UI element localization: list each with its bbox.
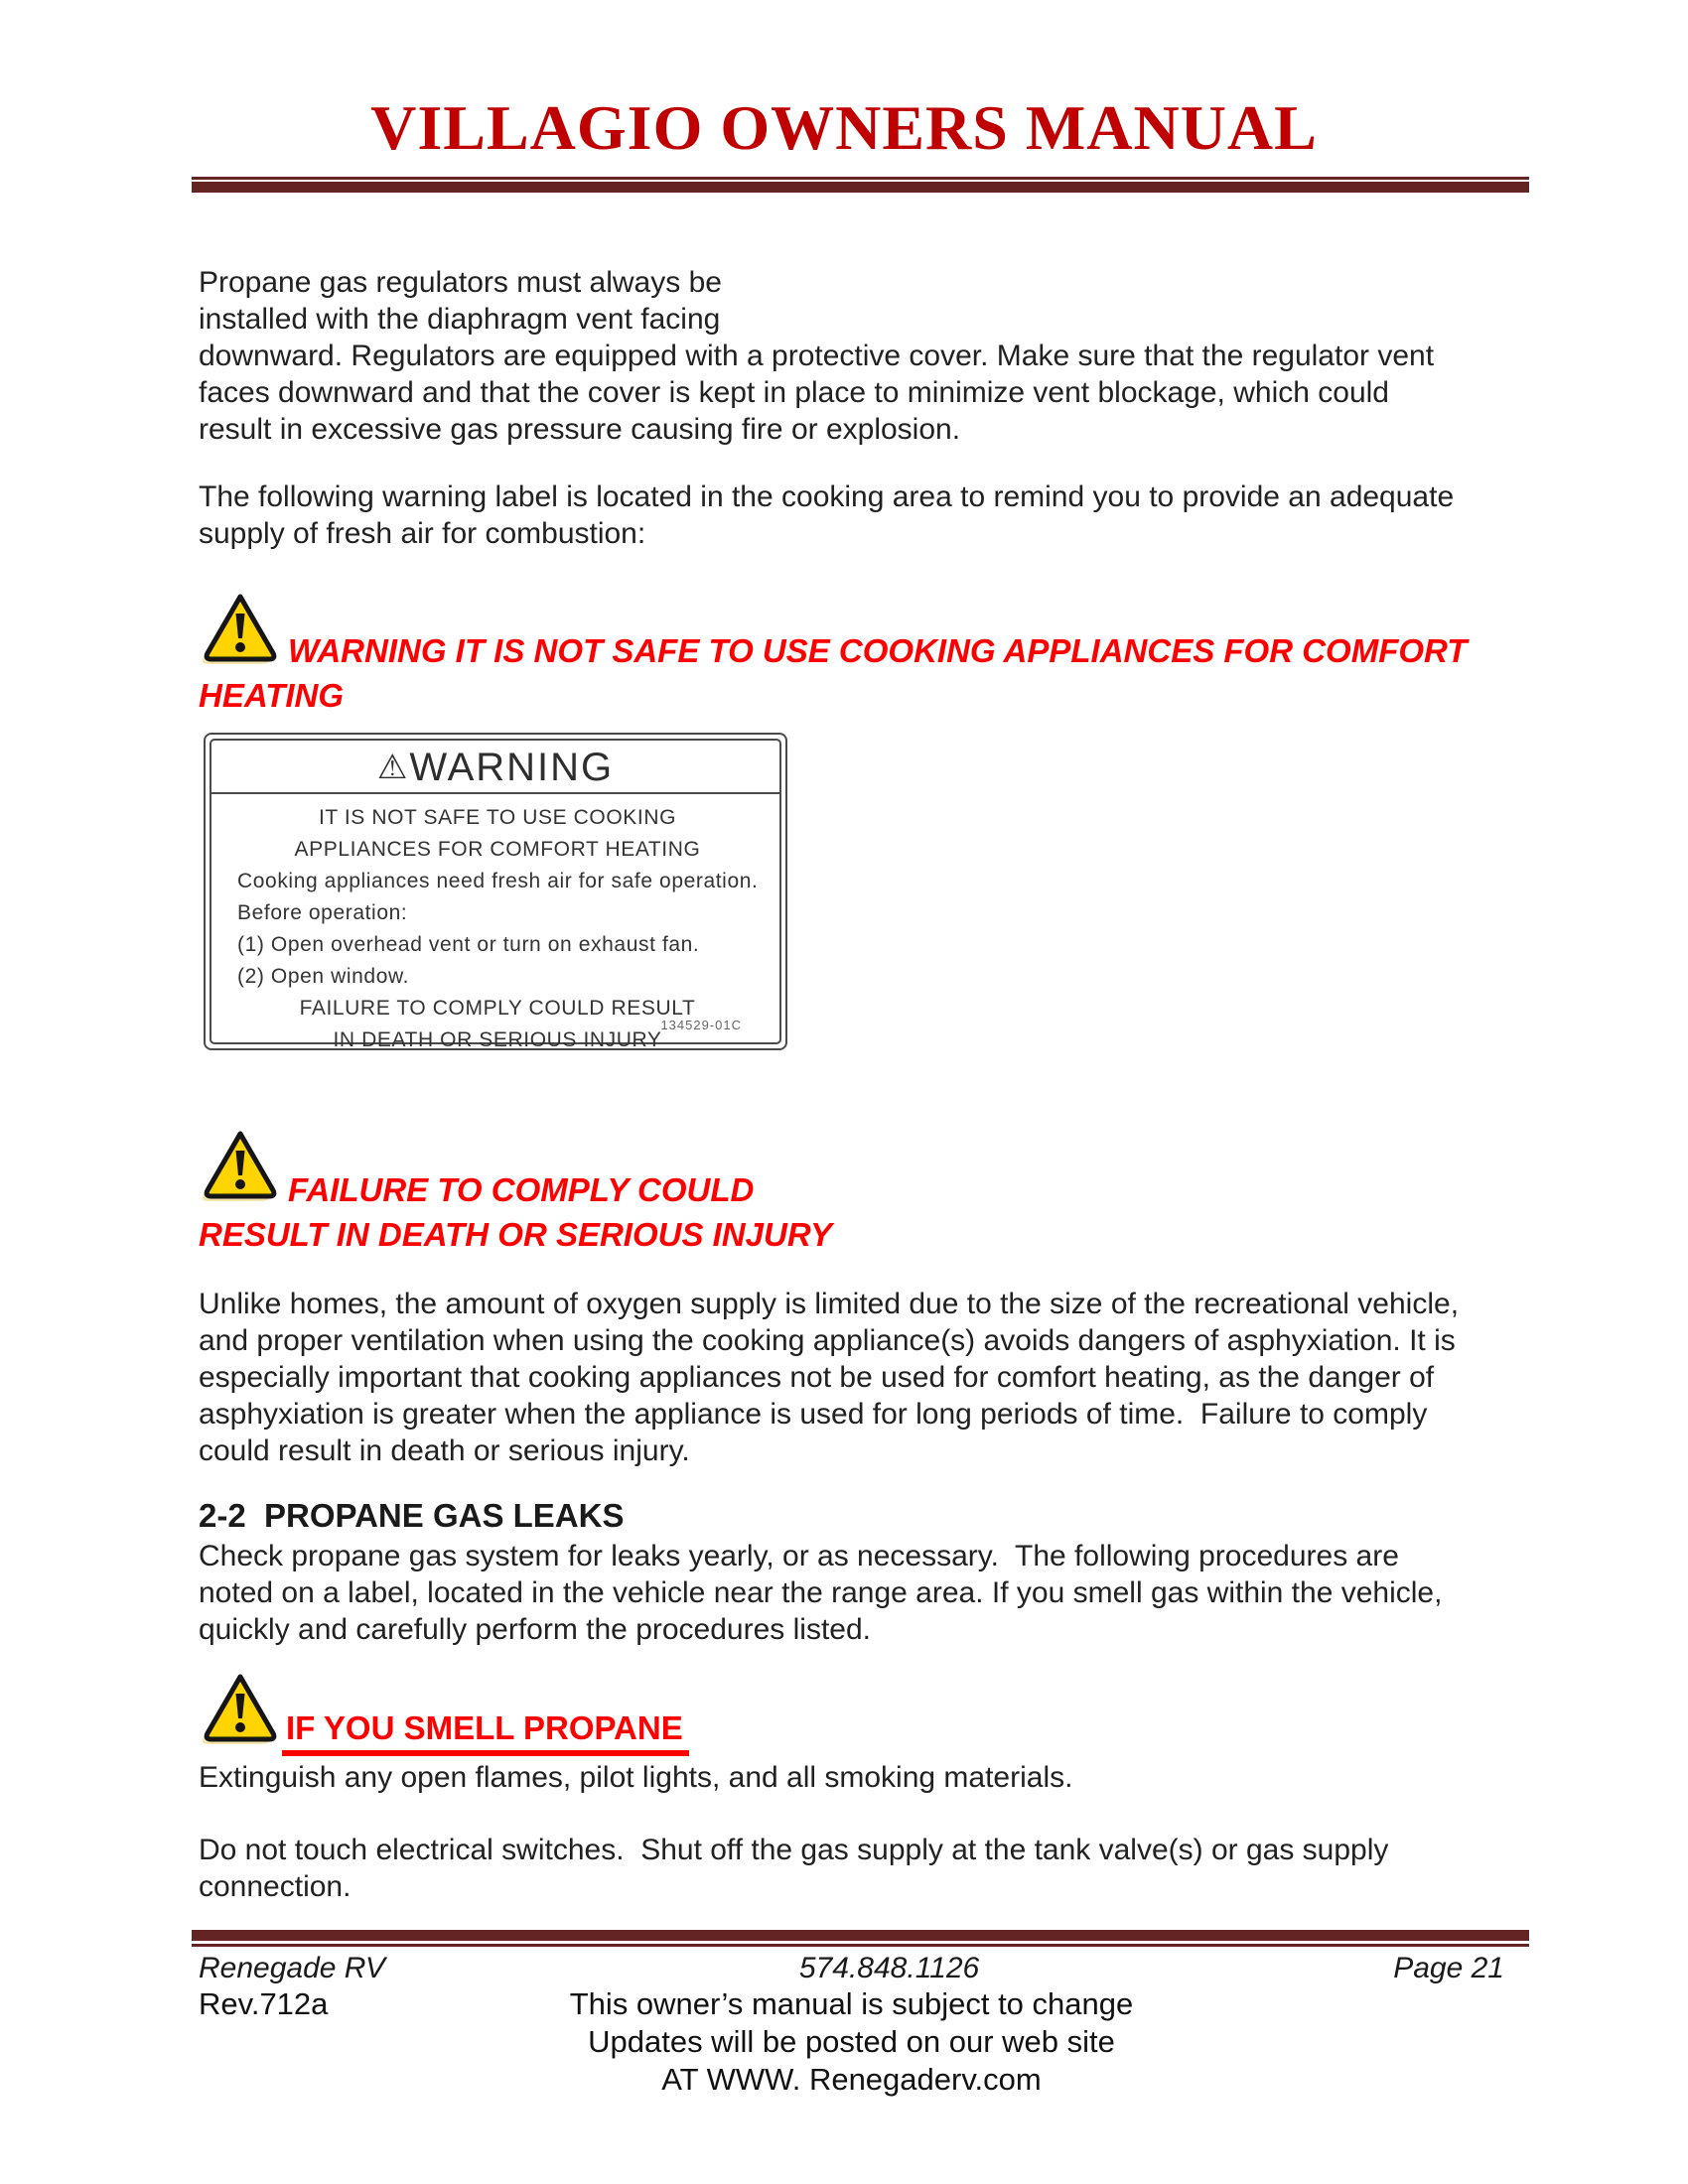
- warning-label-title: [211, 741, 779, 794]
- paragraph-do-not-touch: [199, 1832, 1388, 1905]
- paragraph-line: Do not touch electrical switches. Shut off the gas supply at the tank valve(s) or gas supply: [199, 1834, 1389, 1866]
- warning-callout-comply: [199, 1167, 832, 1257]
- header-rule-thin: [192, 177, 1529, 180]
- footer-rule-thick: [192, 1930, 1529, 1941]
- paragraph-check-leaks: [199, 1538, 1442, 1648]
- paragraph-line: especially important that cooking appliances not be used for comfort heating, as the danger of: [199, 1361, 1435, 1394]
- footer-rule-thin: [192, 1944, 1529, 1947]
- warning-line: FAILURE TO COMPLY COULD: [288, 1171, 755, 1208]
- footer-company: Renegade RV: [199, 1952, 385, 1984]
- paragraph-line: supply of fresh air for combustion:: [199, 517, 646, 550]
- paragraph-line: The following warning label is located in the cooking area to remind you to provide an adequate: [199, 480, 1455, 513]
- label-line: FAILURE TO COMPLY COULD RESULT: [299, 997, 696, 1020]
- paragraph-oxygen-supply: [199, 1286, 1459, 1469]
- footer-note-line: Updates will be posted on our web site: [588, 2024, 1115, 2059]
- paragraph-extinguish: [199, 1759, 1072, 1796]
- warning-callout-cooking: [199, 628, 1467, 718]
- paragraph-line: connection.: [199, 1870, 352, 1903]
- paragraph-line: downward. Regulators are equipped with a protective cover. Make sure that the regulator vent: [199, 340, 1435, 372]
- warning-callout-smell-propane: [199, 1709, 689, 1756]
- paragraph-line: Check propane gas system for leaks yearly, or as necessary. The following procedures are: [199, 1540, 1399, 1572]
- label-line: APPLIANCES FOR COMFORT HEATING: [294, 838, 701, 861]
- warning-triangle-outline-icon: ⚠: [376, 748, 408, 787]
- paragraph-line: Unlike homes, the amount of oxygen supply is limited due to the size of the recreational vehicle,: [199, 1288, 1460, 1320]
- section-heading-propane-gas-leaks: 2-2 PROPANE GAS LEAKS: [199, 1497, 625, 1534]
- paragraph-regulators: [199, 264, 1434, 448]
- paragraph-line: Extinguish any open flames, pilot lights, and all smoking materials.: [199, 1761, 1073, 1794]
- warning-label-title-text: WARNING: [409, 746, 615, 789]
- label-line: Cooking appliances need fresh air for safe operation.: [237, 870, 759, 892]
- warning-label-sticker: [204, 733, 787, 1050]
- paragraph-line: asphyxiation is greater when the appliance is used for long periods of time. Failure to comply: [199, 1398, 1428, 1431]
- footer-note-line: AT WWW. Renegaderv.com: [661, 2062, 1042, 2097]
- paragraph-line: noted on a label, located in the vehicle near the range area. If you smell gas within the vehicle,: [199, 1576, 1443, 1609]
- warning-line: RESULT IN DEATH OR SERIOUS INJURY: [199, 1216, 833, 1253]
- header-rule-thick: [192, 182, 1529, 193]
- label-line: IT IS NOT SAFE TO USE COOKING: [318, 806, 677, 829]
- paragraph-line: and proper ventilation when using the cooking appliance(s) avoids dangers of asphyxiation. It is: [199, 1324, 1456, 1357]
- paragraph-line: installed with the diaphragm vent facing: [199, 303, 721, 336]
- paragraph-line: faces downward and that the cover is kept in place to minimize vent blockage, which could: [199, 376, 1389, 409]
- label-part-number: 134529-01C: [660, 1018, 742, 1032]
- warning-line: HEATING: [199, 677, 345, 714]
- paragraph-line: result in excessive gas pressure causing fire or explosion.: [199, 413, 961, 446]
- page-title: VILLAGIO OWNERS MANUAL: [370, 92, 1318, 163]
- paragraph-line: quickly and carefully perform the procedures listed.: [199, 1613, 871, 1646]
- footer-phone: 574.848.1126: [798, 1952, 980, 1984]
- footer-revision: Rev.712a: [199, 1986, 329, 2021]
- warning-label-inner-border: [210, 739, 781, 1051]
- label-line: Before operation:: [237, 901, 408, 924]
- smell-propane-label: IF YOU SMELL PROPANE: [282, 1709, 689, 1756]
- label-line: IN DEATH OR SERIOUS INJURY: [333, 1028, 662, 1051]
- warning-line: WARNING IT IS NOT SAFE TO USE COOKING APPLIANCES FOR COMFORT: [288, 632, 1468, 669]
- paragraph-line: Propane gas regulators must always be: [199, 266, 722, 299]
- label-line: (2) Open window.: [237, 965, 410, 988]
- footer-row: [199, 1952, 1504, 1985]
- label-line: (1) Open overhead vent or turn on exhaust fan.: [237, 933, 700, 956]
- footer-page-number: Page 21: [1393, 1952, 1504, 1984]
- footer-note-line: This owner’s manual is subject to change: [569, 1986, 1134, 2021]
- paragraph-warning-label-intro: [199, 478, 1454, 552]
- paragraph-line: could result in death or serious injury.: [199, 1434, 690, 1467]
